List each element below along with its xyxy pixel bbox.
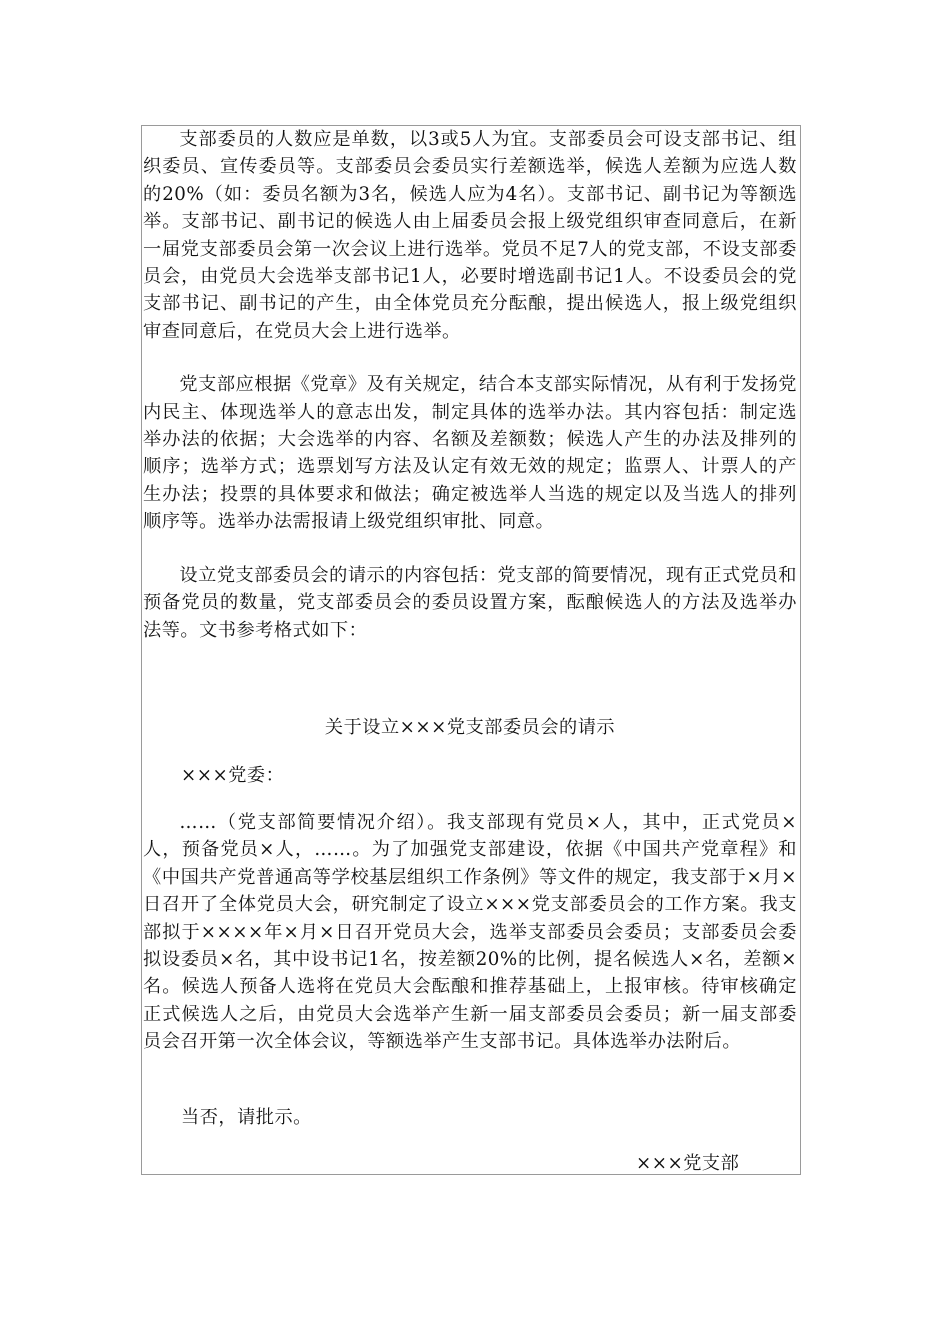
template-title: 关于设立×××党支部委员会的请示 [324, 717, 616, 738]
paragraph-election-method: 党支部应根据《党章》及有关规定，结合本支部实际情况，从有利于发扬党内民主、体现选举人的意志出发，制定具体的选举办法。其内容包括：制定选举办法的依据；大会选举的内容、名额及差额数；候选人产生的办法及排列的顺序；选举方式；选票划写方法及认定有效无效的规定；监票人、计票人的产生办法；投票的具体要求和做法；确定被选举人当选的规定以及当选人的排列顺序等。选举办法需报请上级党组织审批、同意。 [143, 374, 797, 533]
template-signature: ×××党支部 [636, 1153, 740, 1174]
paragraph-request-contents: 设立党支部委员会的请示的内容包括：党支部的简要情况，现有正式党员和预备党员的数量，党支部委员会的委员设置方案，酝酿候选人的方法及选举办法等。文书参考格式如下： [143, 564, 797, 641]
template-closing: 当否，请批示。 [181, 1107, 312, 1128]
template-salutation: ×××党委： [181, 765, 285, 786]
paragraph-branch-committee-size: 支部委员的人数应是单数，以3或5人为宜。支部委员会可设支部书记、组织委员、宣传委员等。支部委员会委员实行差额选举，候选人差额为应选人数的20%（如：委员名额为3名，候选人应为4名）。支部书记、副书记为等额选举。支部书记、副书记的候选人由上届委员会报上级党组织审查同意后，在新一届党支部委员会第一次会议上进行选举。党员不足7人的党支部，不设支部委员会，由党员大会选举支部书记1人，必要时增选副书记1人。不设委员会的党支部书记、副书记的产生，由全体党员充分酝酿，提出候选人，报上级党组织审查同意后，在党员大会上进行选举。 [143, 129, 797, 342]
intro-section [143, 126, 797, 644]
template-body: ……（党支部简要情况介绍）。我支部现有党员×人，其中，正式党员×人，预备党员×人，……。为了加强党支部建设，依据《中国共产党章程》和《中国共产党普通高等学校基层组织工作条例》等文件的规定，我支部于×月×日召开了全体党员大会，研究制定了设立×××党支部委员会的工作方案。我支部拟于××××年×月×日召开党员大会，选举支部委员会委员；支部委员会委拟设委员×名，其中设书记1名，按差额20%的比例，提名候选人×名，差额×名。候选人预备人选将在党员大会酝酿和推荐基础上，上报审核。待审核确定正式候选人之后，由党员大会选举产生新一届支部委员会委员；新一届支部委员会召开第一次全体会议，等额选举产生支部书记。具体选举办法附后。 [143, 812, 797, 1053]
